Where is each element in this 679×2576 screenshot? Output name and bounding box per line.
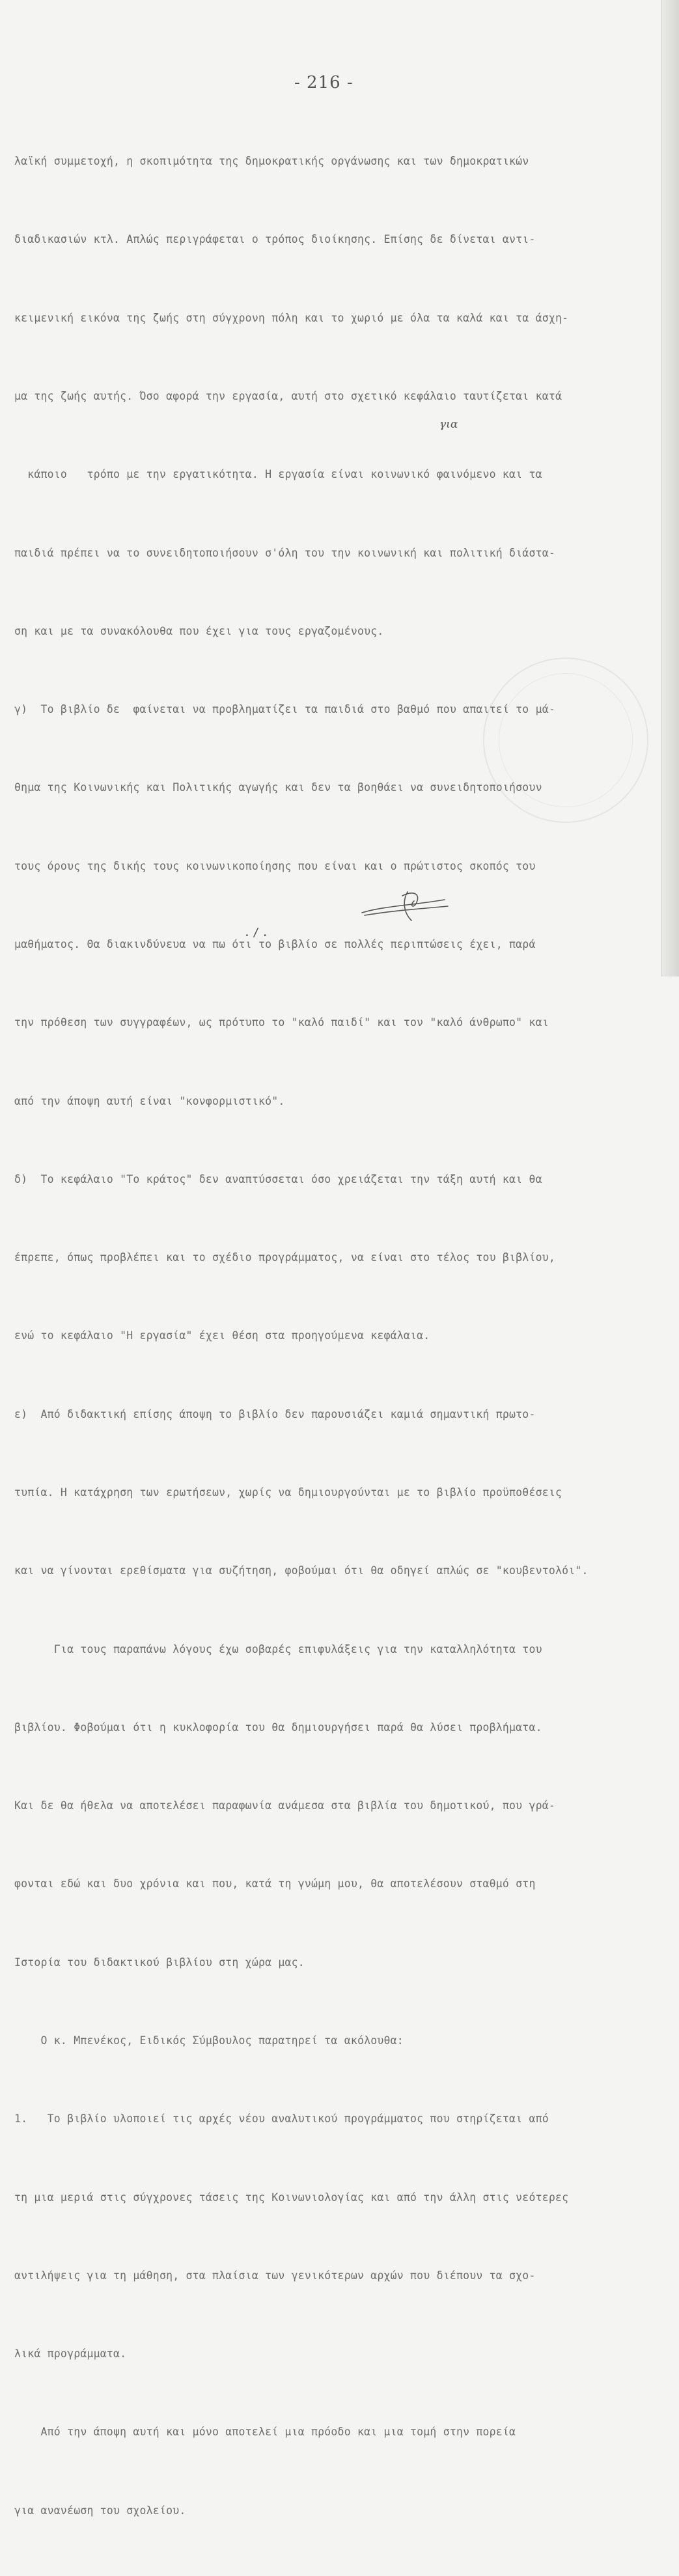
text-line: για ανανέωση του σχολείου. (14, 2504, 186, 2517)
text-line: ε) Από διδακτική επίσης άποψη το βιβλίο δεν παρουσιάζει καμιά σημαντική πρωτο- (14, 1407, 536, 1420)
body-text (14, 96, 639, 2576)
text-line: Από την άποψη αυτή και μόνο αποτελεί μια πρόοδο και μια τομή στην πορεία (14, 2426, 516, 2439)
continuation-mark: ./. (243, 926, 271, 939)
text-line: κάποιο τρόπο με την εργατικότητα. Η εργασία είναι κοινωνικό φαινόμενο και τα (14, 468, 542, 481)
text-line: ενώ το κεφάλαιο "Η εργασία" έχει θέση στα προηγούμενα κεφάλαια. (14, 1329, 430, 1342)
signature-mark (357, 887, 454, 926)
text-line: από την άποψη αυτή είναι "κονφορμιστικό". (14, 1094, 285, 1107)
text-line: Για τους παραπάνω λόγους έχω σοβαρές επιφυλάξεις για την καταλληλότητα του (14, 1642, 542, 1655)
text-line: κειμενική εικόνα της ζωής στη σύγχρονη πόλη και το χωριό με όλα τα καλά και τα άσχη- (14, 311, 569, 324)
text-line: φονται εδώ και δυο χρόνια και που, κατά τη γνώμη μου, θα αποτελέσουν σταθμό στη (14, 1877, 536, 1890)
text-line: θημα της Κοινωνικής και Πολιτικής αγωγής και δεν τα βοηθάει να συνειδητοποιήσουν (14, 781, 542, 794)
text-line: 1. Το βιβλίο υλοποιεί τις αρχές νέου αναλυτικού προγράμματος που στηρίζεται από (14, 2112, 549, 2126)
text-line: αντιλήψεις για τη μάθηση, στα πλαίσια των γενικότερων αρχών που διέπουν τα σχο- (14, 2269, 536, 2282)
text-line: Ιστορία του διδακτικού βιβλίου στη χώρα μας. (14, 1956, 305, 1969)
text-line: διαδικασιών κτλ. Απλώς περιγράφεται ο τρόπος διοίκησης. Επίσης δε δίνεται αντι- (14, 233, 536, 246)
text-line: τυπία. Η κατάχρηση των ερωτήσεων, χωρίς να δημιουργούνται με το βιβλίο προϋποθέσεις (14, 1486, 562, 1499)
text-line: μα της ζωής αυτής. Όσο αφορά την εργασία, αυτή στο σχετικό κεφάλαιο ταυτίζεται κατά (14, 390, 562, 403)
text-line: τη μια μεριά στις σύγχρονες τάσεις της Κοινωνιολογίας και από την άλλη στις νεότερες (14, 2191, 569, 2204)
page-binding-edge (661, 0, 679, 976)
handwritten-note: για (439, 418, 458, 431)
text-line: Και δε θα ήθελα να αποτελέσει παραφωνία ανάμεσα στα βιβλία του δημοτικού, που γρά- (14, 1799, 555, 1812)
text-line: Ο κ. Μπενέκος, Ειδικός Σύμβουλος παρατηρεί τα ακόλουθα: (14, 2034, 404, 2047)
text-line: παιδιά πρέπει να το συνειδητοποιήσουν σ'όλη του την κοινωνική και πολιτική διάστα- (14, 546, 555, 559)
text-line: βιβλίου. Φοβούμαι ότι η κυκλοφορία του θα δημιουργήσει παρά θα λύσει προβλήματα. (14, 1721, 542, 1734)
text-line: λαϊκή συμμετοχή, η σκοπιμότητα της δημοκρατικής οργάνωσης και των δημοκρατικών (14, 155, 529, 168)
text-line: ση και με τα συνακόλουθα που έχει για τους εργαζομένους. (14, 624, 384, 637)
text-line: γ) Το βιβλίο δε φαίνεται να προβληματίζει τα παιδιά στο βαθμό που απαιτεί το μά- (14, 703, 555, 716)
text-line: δ) Το κεφάλαιο "Το κράτος" δεν αναπτύσσεται όσο χρειάζεται την τάξη αυτή και θα (14, 1172, 542, 1185)
text-line: την πρόθεση των συγγραφέων, ως πρότυπο το "καλό παιδί" και τον "καλό άνθρωπο" και (14, 1016, 549, 1029)
text-line: και να γίνονται ερεθίσματα για συζήτηση, φοβούμαι ότι θα οδηγεί απλώς σε "κουβεντολόι". (14, 1564, 589, 1577)
text-line: λικά προγράμματα. (14, 2347, 127, 2361)
text-line: μαθήματος. Θα διακινδύνευα να πω ότι το βιβλίο σε πολλές περιπτώσεις έχει, παρά (14, 938, 536, 950)
text-line: έπρεπε, όπως προβλέπει και το σχέδιο προγράμματος, να είναι στο τέλος του βιβλίου, (14, 1251, 555, 1264)
text-line: τους όρους της δικής τους κοινωνικοποίησης που είναι και ο πρώτιστος σκοπός του (14, 859, 536, 872)
page-number: - 216 - (294, 73, 353, 92)
